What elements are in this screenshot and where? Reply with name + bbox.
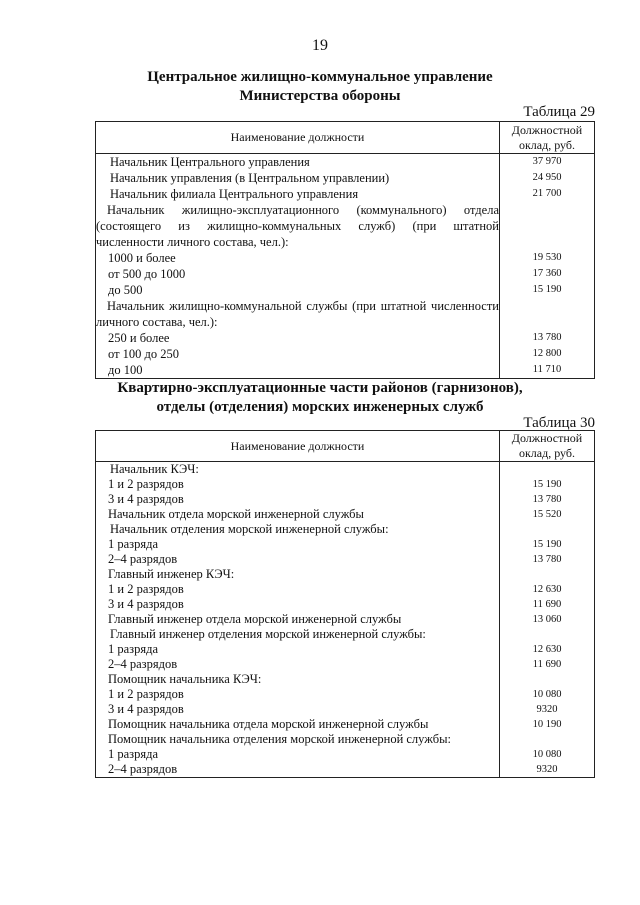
table29-header-name: Наименование должности	[96, 122, 500, 154]
table-30	[95, 430, 595, 778]
salary-value: 13 780	[500, 552, 595, 567]
table-row	[96, 537, 595, 552]
salary-value: 12 800	[500, 346, 595, 362]
table-row	[96, 477, 595, 492]
table-row	[96, 552, 595, 567]
salary-value: 19 530	[500, 250, 595, 266]
table-row	[96, 687, 595, 702]
position-name: до 100	[96, 362, 500, 379]
position-name: Начальник отдела морской инженерной службы	[96, 507, 500, 522]
position-name: 3 и 4 разрядов	[96, 597, 500, 612]
table-row	[96, 186, 595, 202]
salary-value: 11 710	[500, 362, 595, 379]
salary-value: 15 190	[500, 537, 595, 552]
table-row	[96, 702, 595, 717]
position-name: Начальник филиала Центрального управления	[96, 186, 500, 202]
salary-value: 10 190	[500, 717, 595, 732]
salary-value	[500, 202, 595, 250]
salary-value: 13 060	[500, 612, 595, 627]
position-name: от 100 до 250	[96, 346, 500, 362]
table-row	[96, 154, 595, 171]
salary-value: 15 520	[500, 507, 595, 522]
salary-value	[500, 567, 595, 582]
table-row	[96, 567, 595, 582]
position-name: 1 и 2 разрядов	[96, 477, 500, 492]
salary-value: 15 190	[500, 477, 595, 492]
table-row	[96, 330, 595, 346]
table30-header-name: Наименование должности	[96, 431, 500, 462]
position-name: Главный инженер отдела морской инженерной службы	[96, 612, 500, 627]
salary-value: 21 700	[500, 186, 595, 202]
table-row	[96, 462, 595, 478]
position-name: 1 и 2 разрядов	[96, 687, 500, 702]
table-row	[96, 202, 595, 250]
salary-value: 13 780	[500, 330, 595, 346]
position-name: Начальник управления (в Центральном управлении)	[96, 170, 500, 186]
table-row	[96, 657, 595, 672]
position-name: Главный инженер отделения морской инженерной службы:	[96, 627, 500, 642]
table-row	[96, 732, 595, 747]
position-name: Начальник жилищно-эксплуатационного (коммунального) отдела (состоящего из жилищно-коммунальных служб) (при штатной численности личного состава, чел.):	[96, 203, 499, 249]
salary-value	[500, 298, 595, 330]
table-row	[96, 346, 595, 362]
position-name: от 500 до 1000	[96, 266, 500, 282]
position-name: 3 и 4 разрядов	[96, 702, 500, 717]
table-row	[96, 627, 595, 642]
position-name: 1000 и более	[96, 250, 500, 266]
table-row	[96, 642, 595, 657]
salary-value: 13 780	[500, 492, 595, 507]
section2-title-line1: Квартирно-эксплуатационные части районов (гарнизонов),	[117, 380, 523, 396]
table-row	[96, 597, 595, 612]
table-row	[96, 492, 595, 507]
position-name: Помощник начальника отдела морской инженерной службы	[96, 717, 500, 732]
table-row	[96, 582, 595, 597]
table29-label: Таблица 29	[523, 104, 595, 120]
table-row	[96, 170, 595, 186]
position-name: 2–4 разрядов	[96, 762, 500, 778]
position-name: 1 и 2 разрядов	[96, 582, 500, 597]
table-row	[96, 522, 595, 537]
section1-title-line2: Министерства обороны	[239, 88, 401, 104]
salary-value: 11 690	[500, 657, 595, 672]
salary-value: 12 630	[500, 642, 595, 657]
table-row	[96, 362, 595, 379]
position-name: 1 разряда	[96, 747, 500, 762]
position-name: Начальник отделения морской инженерной службы:	[96, 522, 500, 537]
salary-value: 37 970	[500, 154, 595, 171]
table30-label: Таблица 30	[523, 415, 595, 431]
position-name: 1 разряда	[96, 642, 500, 657]
position-name: Помощник начальника КЭЧ:	[96, 672, 500, 687]
position-name: Начальник КЭЧ:	[96, 462, 500, 478]
salary-value	[500, 627, 595, 642]
salary-value: 17 360	[500, 266, 595, 282]
page-number: 19	[312, 37, 328, 54]
table-row	[96, 747, 595, 762]
position-name: Начальник жилищно-коммунальной службы (при штатной численности личного состава, чел.):	[96, 299, 499, 329]
position-name: Начальник Центрального управления	[96, 154, 500, 171]
salary-value	[500, 522, 595, 537]
table-29	[95, 121, 595, 379]
salary-value: 12 630	[500, 582, 595, 597]
table-row	[96, 250, 595, 266]
table-row	[96, 717, 595, 732]
table-row	[96, 612, 595, 627]
table-row	[96, 672, 595, 687]
position-name: до 500	[96, 282, 500, 298]
salary-value: 10 080	[500, 747, 595, 762]
table-row	[96, 282, 595, 298]
table30-header-salary: Должностной оклад, руб.	[500, 431, 595, 462]
salary-value: 11 690	[500, 597, 595, 612]
position-name: 2–4 разрядов	[96, 552, 500, 567]
table-row	[96, 507, 595, 522]
section2-title-line2: отделы (отделения) морских инженерных служб	[156, 399, 484, 415]
salary-value	[500, 462, 595, 478]
position-name: 250 и более	[96, 330, 500, 346]
position-name: Главный инженер КЭЧ:	[96, 567, 500, 582]
salary-value: 9320	[500, 762, 595, 778]
salary-value: 15 190	[500, 282, 595, 298]
position-name: 3 и 4 разрядов	[96, 492, 500, 507]
position-name: 2–4 разрядов	[96, 657, 500, 672]
salary-value: 24 950	[500, 170, 595, 186]
salary-value: 10 080	[500, 687, 595, 702]
salary-value	[500, 672, 595, 687]
table-row	[96, 266, 595, 282]
table-row	[96, 298, 595, 330]
table-row	[96, 762, 595, 778]
salary-value	[500, 732, 595, 747]
position-name: 1 разряда	[96, 537, 500, 552]
position-name: Помощник начальника отделения морской инженерной службы:	[96, 732, 500, 747]
table29-header-salary: Должностной оклад, руб.	[500, 122, 595, 154]
salary-value: 9320	[500, 702, 595, 717]
section1-title-line1: Центральное жилищно-коммунальное управление	[147, 69, 493, 85]
